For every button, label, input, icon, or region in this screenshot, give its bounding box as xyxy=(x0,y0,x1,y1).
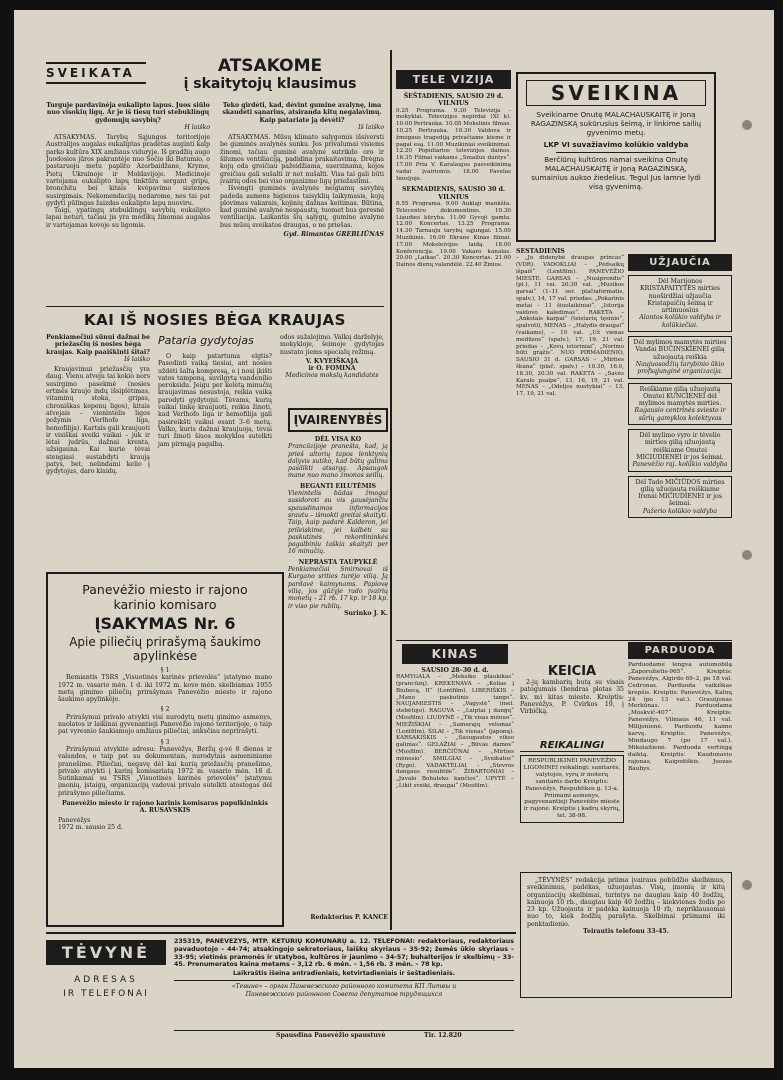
tv-logo: TELE VIZIJA xyxy=(396,70,511,89)
newspaper-page xyxy=(14,10,774,1068)
sympathy-sign-1: Alantos kolūkio valdyba ir kolūkiečiai. xyxy=(639,314,721,329)
sympathy-text-2: Dėl mylimos mamytės mirties Vandai BUČINSKIENEI gilią užuojautą reiškia xyxy=(633,339,727,361)
answer-1-end: Taigi, ypatingų stebuklingų savybių eukalipto lapai neturi, tačiau jis yra medikų žinomas augalas ir vartojamas kovoje su ligomis. xyxy=(46,207,210,229)
question-2: Teko girdėti, kad, dėvint gumine avalynę, ima skaudėti sąnarius, atsiranda kitų negalavimų. Kaip patariate ją dėvėti? xyxy=(222,102,382,124)
footer-address: 235319, PANEVĖŽYS, MTP. KETURIŲ KOMUNARŲ a. 12. TELEFONAI: redaktoriaus, redaktoriaus pavaduotojo – 44-74; atsakingojo sekretoriaus, laiškų skyriaus – 35-92; žemės ūkio skyriaus – 33-95; vietinės pramonės ir statybos, kultūros ir jaunimo – 34-57; buhalterijos ir skelbimų – 33-45. Prenumeratos kaina metams – 3,12 rb. 6 mėn. – 1,56 rb. 3 mėn. – 78 kp. xyxy=(174,938,514,969)
exchange-title: KEIČIA xyxy=(547,664,597,679)
program-text: – „Jo didenybė draugas princas“ (VDR). VADOKLIAI – „Pėdsaikų išpaiš“ (Lentfilm). PANEVĖŽIO MIESTE. GARSAS – „Nusiprendis“ (pl.), 11 vai. 20.30 val. „Muzikos garsai“ (1–11 ser. plačiaformatis, spalv.), 14, 17 val. priedas: „Pokarinis metai – 11 šiuolaikiniai“, „Istorija valdovo kaledimas“. RAKETA – „Ankstais karpai“ (teistarių tęsinio“, spalvoti), MENAS – „Halydis draugai“ (vaikams), – 10 val. „Už vienas medūzos“ (spalv.), 17, 19, 21 val. priedas – „Kovų istoriniai“, „Norimo būti grąžis“. NUO PIRMADIENIO, SAUSIO 31 d. GARSAS – „Mirties škuna“ (plač. spalv.) – 10.30, 16.0, 18.30, 20.30 val. RAKETA – „Savės Karalo psalpe“, 13, 16, 19, 21 val. MENAS – „Odeljos nuotykiai“ – 13, 17, 19, 21 val. xyxy=(516,255,624,398)
tv-program-1: 9.25 Programa. 9.30 Televizija – mokyklai. Televizijos nepirdai (XI k). 10.00 Pertrauka. 10.05 Mokslinis filmas. 10.25 Pertrauka. 10.30 Valdova ir žmogaus tragediją privačiame kieme ir pagal esą. 11.00 Muzikiniai sveikinimai. 12.20 Populiarios televizijos dainos. 16.35 Filmai vaikams „Smailus dantys“. 17.00 Pria V. Karalaujus pasveikinimą vadai įvairiomis. 18.00 Pavelas Inosijoje. xyxy=(396,107,511,182)
sale-logo: PARDUODA xyxy=(628,642,732,659)
sympathy-entry xyxy=(628,476,732,518)
nose-sign-2: ir O. FOMINA xyxy=(308,365,356,373)
section-label: SVEIKATA xyxy=(46,66,135,80)
exchange-section xyxy=(520,664,624,734)
order-section-2: § 2 xyxy=(160,706,170,714)
footer-sub-2: IR TELEFONAI xyxy=(63,989,149,999)
military-order-box xyxy=(46,572,284,927)
nose-col-2: O kaip patartuma elgtis? Pasodinti vaiką tiesiai, ant nosies uždėti šaltą kompresą, o į nosį įkišti vatos tamponą, suvilgytą vandenilio peroksidu. Jeigu per keletą minučių kraujavimas nesustoja, reikia vaiką parodyti gydytojui. Tėvams, kurių vaikai linkę kraujuoti, reikia žinoti, kad Verlhofo liga ir hemofilija gali pasireikšti vaikui esant 3–6 metų. Valko, kuris dažnai kraujuoja, tėvai turi žinoti šiuos mokyklos sutelkti jam pirmąją pagalbą. xyxy=(158,353,272,448)
sympathy-sign-3: Ragausio centrinės sviesto ir sūrių gamyklos kolektyvas xyxy=(634,407,726,422)
greeting-title: SVEIKINA xyxy=(526,80,706,106)
program-head: ŠEŠTADIENIS xyxy=(516,248,565,255)
footer-note: Laikraštis išeina antradieniais, ketvirtadieniais ir šeštadieniais. xyxy=(232,970,456,978)
sympathy-sign-2: Naujuosodžių tarybinio ūkio profsąjunginė organizacija. xyxy=(635,360,725,376)
jobs-logo: REIKALINGI xyxy=(520,740,624,752)
tv-city-2: VILNIUS xyxy=(438,193,469,201)
order-line-1: Panevėžio miesto ir rajono xyxy=(82,582,248,597)
tv-program-2: 8.55 Programa. 9.00 Auklaji mankšta. Telecentro dokumentinis. 10.30 Liaudies kūryba. 11.00 Gyvoji gamta. 12.00 Koncertas. 13.25 Programa. 14.30 Tarnauju tarybų sąjungai. 15.00 Muzikinis. 16.00 Ekrane Kinas filmai. 17.00 Moksleivijos laidą. 18.00 Konferencija. 19.00 Vakaro kanalas. 20.00 „Laikas“. 20.30 Koncertas. 21.00 Dainos dienų valandėlė. 22.40 Žinios. xyxy=(396,200,511,269)
cinema-program xyxy=(516,248,624,640)
column-divider xyxy=(390,50,392,930)
nose-title: KAI IŠ NOSIES BĖGA KRAUJAS xyxy=(84,311,346,329)
misc-sign: Surinko J. K. xyxy=(344,609,388,617)
footer-rule xyxy=(46,932,516,934)
cinema-section xyxy=(396,644,514,924)
nose-col-3: odos sužalojimo. Valkų darželyje, mokykloje, šeimoje gydytojas nustato jiems specialų režimą. xyxy=(280,334,384,356)
cinema-logo: KINAS xyxy=(402,644,508,664)
sale-section xyxy=(628,640,732,868)
tv-city-1: VILNIUS xyxy=(438,100,469,108)
punch-hole xyxy=(742,550,752,560)
misc-text-3: Penkiamečiai Smirnovai iš Kurgano srities turėjo vilią. Ją pardavė kaimynams. Papiovę vilią, jos gūžyje rado įvairių monetų – 21 rb. 17 kp. ir 18 kp. ir viso pie rublių. xyxy=(288,566,388,610)
order-para-1: Remiantis TSRS „Visuotinės karinės prievolės“ įstatymo mano 1972 m. vasario mėn. 1 d. iki 1972 m. kovo mėn. skelbiamas 1955 metų gimimo piliečių prirašymas Panevėžio miesto ir rajono šaukimo apylinkėje. xyxy=(58,674,272,704)
misc-title-box xyxy=(288,408,388,432)
question-2-sign: Iš laiško xyxy=(358,123,384,131)
sale-text: Parduodame lengva automobilą „Zaporožietis-965“. Kreiptis: Panevėžys, Algirdo 69–2, po 18 val. Cedronas. Parduoda vaikiškas krepšis. Kreiptis: Panevėžys, Kalnų 24 (po 13 val.). Grasiijonas Merkūnas. Parduodama „Moskvič-407“. Kreiptis: Panevėžys, Vilniaus 46, 11 val. Milijonienė. Parduodu kaimo karvę. Kreiptis: Panevėžys, Mindaugo 7 (po 17 val.). Mikolaitienė. Parduoda vertingą daiktą. Kreiptis: Kaudonavio rajonas, Kaigodiškis. Juozas Baubys. xyxy=(628,662,732,772)
order-signature: Panevėžio miesto ir rajono karinis komisaras papulkininkis A. RUSAVSKIS xyxy=(62,800,268,815)
sympathy-entry xyxy=(628,429,732,471)
footer-logo-block xyxy=(46,940,166,1020)
order-date: 1972 m. sausio 25 d. xyxy=(58,823,123,831)
misc-heading-1: DĖL VISA KO xyxy=(314,436,362,443)
footer-russian-2: Паневежского районного Совета депутатов трудящихся xyxy=(245,990,443,998)
punch-hole xyxy=(742,120,752,130)
cinema-date: SAUSIO 28–30 d. d. xyxy=(421,667,489,674)
order-line-2: karinio komisaro xyxy=(113,597,217,612)
nose-subtitle: Pataria gydytojas xyxy=(158,334,254,347)
question-1-sign: H laiško xyxy=(184,123,210,131)
order-para-3: Prirašymui atvykite adresu: Panevėžys, Beržų g-vė 8 dienos ir valandos, o taip pat su dokumentais, nurodytais asmeniniame pranešime. Piliečiai, negavę dėl kai kurių priežasčių pranešimo, privalo atvykti į karinį komisariatą 1972 m. vasario mėn. 18 d. Sutinkamai su TSRS „Visuotinės karinės prievolės“ įstatymu įmonių, įstaigų, organizacijų vadovai privalo sutelkti atostogas dėl prirašymo piliečiams. xyxy=(58,745,272,797)
greeting-text-1: Sveikiname Onutę MALACHAUSKAITĘ ir Joną RAGAZINSKĄ sukūrusius šeimą, ir linkime sailių gyvenimo metų. xyxy=(530,110,702,137)
sympathy-entry xyxy=(628,383,732,425)
answer-1: ATSAKYMAS. Tarybų Sąjungos teritorijoje Australijos augalas eukaliptas pradėtas auginti kalp parko kultūra XIX amžiaus viduryje. Iš pradžių augo Juodosios jūros pakrantėje nuo Sočio iki Batumio, o pastaruoju metu paplito Azerbaidžane, Kryme, Pietų Ukrainoje ir Moldavijoje. Medicinoje vartojama eukalipto lapų tinktūra sergant gripu, bronchitu bei kitais kvėpavimo sistemos susirgimais. Nekomendacijų nedarome, nes tai pat gydyti pūlingas žaizdas eukalipto lapų nuoviru. xyxy=(46,134,210,207)
nose-col-1: Kraujavimui priežasčių yra daug. Vienu atveju tai kokio nors susirgimo pasekmė (nosies ertmės kraujo indų išsiplėtimas, vitaminų stoka, gripas, chroniškas kepenų ligos), kitais atvejais – vienintelis ligos požymis (Verlhofo liga, hemofilija). Kartais gali kraujuoti ir visiškai sveiki vaikai – juk ir lėtai judrūs, dažnai krenta, užsigauna. Kai kurie tėvai stengiasi sustabdyti kraują patys, bet, nelindami kelio į gydytojus, daro klaidų. xyxy=(46,366,150,476)
tv-day-1: ŠEŠTADIENIS, SAUSIO 29 d. xyxy=(403,93,504,100)
footer-sub-1: ADRESAS xyxy=(74,975,138,985)
sympathy-entry xyxy=(628,336,732,378)
misc-title: ĮVAIRENYBĖS xyxy=(293,413,383,427)
health-subtitle: į skaitytojų klausimus xyxy=(183,76,357,92)
divider xyxy=(46,306,384,307)
sympathy-entry xyxy=(628,275,732,332)
tv-section xyxy=(396,70,511,638)
jobs-text: RESPUBLIKINEI PANEVĖŽIO LIGONINEI reikalingi: sanitarės, valytojos, vyrų ir moterų sanitarės darbo Kreiptis: Panevėžys, Respublikos g. 13-a. Priimami asmenys, pagyvenantieji Panevėžio mieste ir rajone. Kreiptis į kadrų skyrių, tel. 38-98. xyxy=(523,758,621,820)
order-subject: Apie piliečių prirašymą šaukimo apylinkėse xyxy=(69,635,261,663)
cinema-list: RAMYGALA – „Meksiko plaukikas“ (prancūzų). KREKENAVA – „Kelias į Biubecą, II“ (Lentfilm). LIBERIŠKIS – „Mano paskutinis tango“. NAUJAMIESTIS – „Vagystė“ (mel. stebėtojo). RAGUVA – „Laiptai į dangų“ (Mosfilm). LIUDYNĖ – „Tik visas mėnuo“. MIEŽIŠKIAI – „Samurajų velsmas“ (Lentfilm). ŠILAI – „Tik vienas“ (japonų). KARSAKIŠKIS – „Susugautos vikso galimas“. GELAŽIAI – „Būvas damos“ (Mosfilm). BERČIŪNAI – „Mirties mėnesio“. SMILGIAI – „Sveikatos“ (Rygo). VADAKTĖLIAI – „Stevros dangaus resubtile“. ŽIBARTONIAI – „Juvalo Bohuleko kančios“. UPYTĖ – „Likit sveiki, draugai“ (Mosfilm). xyxy=(396,674,514,790)
greeting-sign-1: LKP VI suvažiavimo kolūkio valdyba xyxy=(543,140,689,149)
greeting-text-2: Berčiūnų kultūros namai sveikina Onutę MALACHAUSKAITĘ ir Joną RAGAZINSKĄ, sumainius aukso žiedelius. Tegul Jus lamne lydi visą gyvenimą. xyxy=(531,155,701,191)
sympathy-text-4: Dėl mylimo vyro ir tėvelio mirties gilią užuojautą reiškiame Onutei MICIUDIENEI ir jos šeimai. xyxy=(636,432,724,461)
footer-russian-1: «Тевине» – орган Паневежского районного комитета КП Литвы и xyxy=(231,983,457,991)
health-title: ATSAKOME xyxy=(217,56,323,76)
nose-question: Penkiamečiui sūnui dažnai be priežasčių iš nosies bėga kraujas. Kaip paaiškinti šitai? xyxy=(46,334,150,356)
footer-print: Spausdina Panevėžio spaustuvė xyxy=(276,1032,386,1039)
misc-text-2: Vienintelis būdas žmogui susidoroti su vis gausėjančiu spausdinamos informacijos srautu – išmokti greitai skaityti. Taip, kaip padarė Kalderon, jei prileiskime, jei kalbėti su paskutinės rekordininkės pagalbiniu taškia skaityti per 16 minučių. xyxy=(288,490,388,556)
greeting-box xyxy=(516,72,716,242)
sympathy-section xyxy=(628,254,732,634)
sympathy-text-3: Reiškiame gilią užuojautą Onutei KUNCIENEI dėl mylimos mamytės mirties. xyxy=(638,385,722,408)
jobs-section xyxy=(520,740,624,868)
sympathy-text-5: Dėl Tado MIČIŪDOS mirties gilią užuojautą reiškiame Irenai MICIUDIENEI ir jos šeimai. xyxy=(635,478,725,508)
footer-logo: TĖVYNĖ xyxy=(46,940,166,965)
editor-line: Redaktorius P. KANCE xyxy=(310,914,388,921)
punch-hole xyxy=(742,880,752,890)
misc-heading-3: NEPRASTA TAUPYKLĖ xyxy=(298,558,378,566)
tevyne-note-box xyxy=(520,872,732,998)
order-para-2: Prirašymui privalo atvykti visi nurodytų metų gimimo asmenys, nuolatos ir laikinai gyvenantieji Panevėžio rajono teritorijoje, o taip pat vyresnio šaukiamojo amžiaus piliečiai, anksčiau neprirašyti. xyxy=(58,713,272,736)
order-place: Panevėžys xyxy=(58,816,91,824)
answer-2-end: Išvengti guminės avalynės neigiamų savybių padeda asmens higienos taisyklių laikymasis, kojų plovimas vakarais, kojinių dažnas keitimas. Būtina, kad guminė avalynė nespaustų, tuomet bus geresnė ventiliacija. Laikantis šių sąlygų, gumine avalyne bus mūsų sveikatos draugas, o ne priešas. xyxy=(220,185,384,229)
jobs-box xyxy=(520,755,624,823)
nose-question-sign: Iš laiško xyxy=(124,355,150,363)
tevyne-note-text: „TĖVYNĖS“ redakcija priima įvairaus pobūdžio skelbimus, sveikinimus, padėkas, užuojautas. Visų, įmonių ir kitų organizacijų skelbimai, turintys ne daugiau kaip 40 žodžių, kainuoja 10 rb., daugiau kaip 40 žodžių – kiekvienas žodis po 23 kp. Užuojauta ir padėka kainuoja 10 rb, nepriklausomai nuo to, kiek žodžių parašyta. Skelbimai priimami iki penktadienio. xyxy=(527,877,725,928)
answer-2-sign: Gyd. Rimantas GREBLIŪNAS xyxy=(283,231,384,239)
sympathy-sign-4: Panevėžio raj. kolūkio valdyba xyxy=(632,461,728,469)
nose-sign-1: V. KVYEIŠKAJA xyxy=(305,357,359,365)
order-heading: ĮSAKYMAS Nr. 6 xyxy=(94,614,236,633)
order-section-3: § 3 xyxy=(160,738,170,746)
health-section xyxy=(46,50,384,305)
sympathy-sign-5: Pažerio kolūkio valdyba xyxy=(642,507,718,515)
sympathy-logo: UŽJAUČIA xyxy=(628,254,732,271)
exchange-text: 2-jų kambarių butą su visais patogumais (bendras plotas 35 kv. m) kitas mieste. Kreiptis: Panevėžys, P. Cvirkos 19, į Virbičką. xyxy=(520,679,624,716)
order-section-1: § 1 xyxy=(160,667,170,674)
nose-sign-role: Medicinos mokslų kandidatės xyxy=(285,372,379,380)
tv-day-2: SEKMADIENIS, SAUSIO 30 d. xyxy=(401,186,506,194)
answer-2: ATSAKYMAS. Mūsų klimato salygomis išsiversti be guminės avalynės sunku. Jos privalumai visiems žinomi, tačiau guminė avalynė sutrikdo oro ir šilumos ventiliaciją, padidina prakaitavimą. Drėgna kojų oda greičiau pažeidžiama, suerzinama, kojos greičiau gali sušalti ir net nušalti. Visa tai gali būti įvairių odos bei viso organizmo ligų priežastimi. xyxy=(220,134,384,185)
misc-text-1: Prancūzijoje pranešta, kad, ją prieš altorių tapos lenktynių dalyvis sutiko, kad būtų galima pasilikti atsargą. Apsaugok mane nuo mano žmonos seilių. xyxy=(288,443,388,480)
footer-address-block xyxy=(174,938,514,1028)
misc-section xyxy=(288,408,388,926)
footer-tir: Tir. 12.820 xyxy=(424,1032,462,1039)
sympathy-text-1: Dėl Marijonos KRISTAPAITYTĖS mirties nuoširdžiai užjaučia Kristapaičių šeimą ir artimuosius xyxy=(640,278,720,315)
misc-heading-2: BEGANTI EILUTĖMIS xyxy=(300,482,376,490)
footer-bottom-rule xyxy=(174,1030,514,1031)
question-1: Turguje pardavinėja eukalipto lapus. Juos siūlo nuo visokių ligų. Ar je iš tiesų turi stebuklingų gydomųjų savybių? xyxy=(46,102,210,124)
tevyne-note-phone: Teirautis telefonu 33-45. xyxy=(583,928,669,936)
